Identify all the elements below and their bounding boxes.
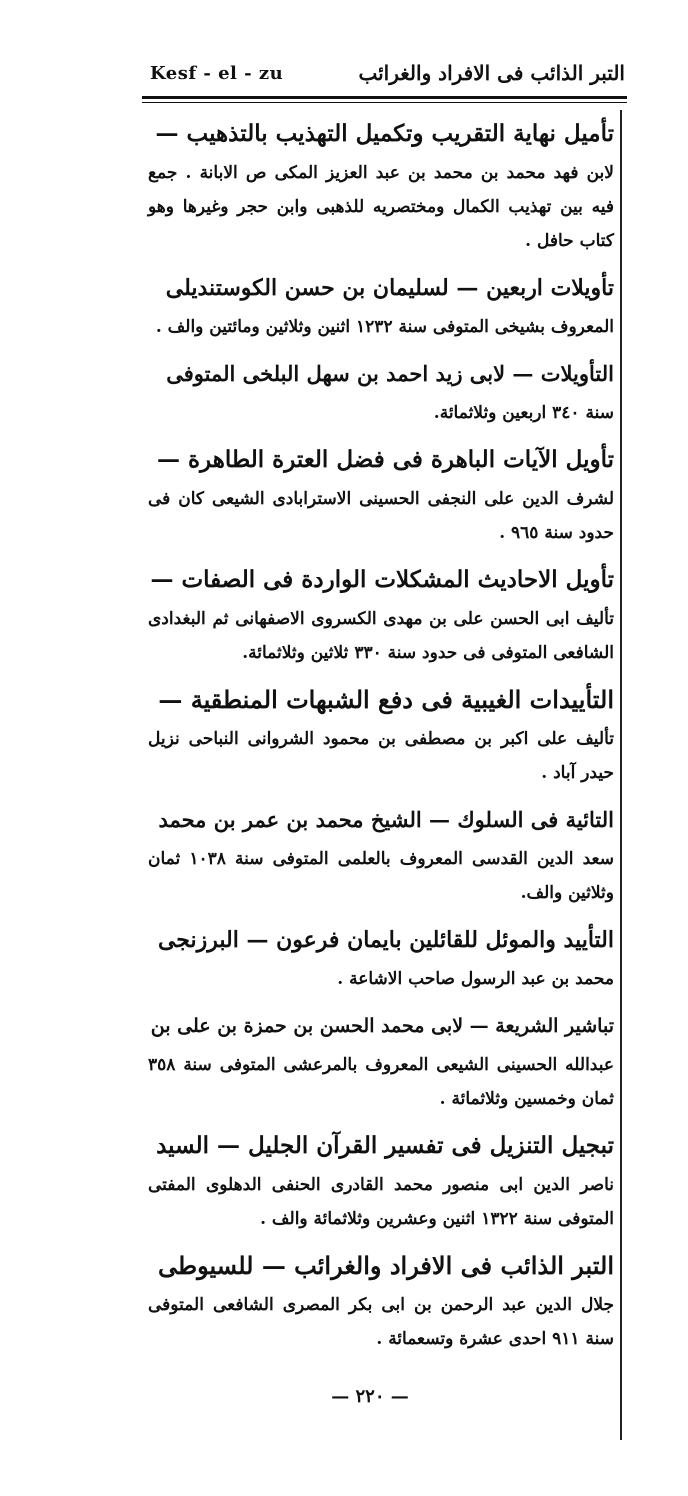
entry-title: تأويلات اربعين — لسليمان بن حسن الكوستنديلى <box>165 275 614 301</box>
entry-body: ناصر الدين ابى منصور محمد القادرى الحنفى الدهلوى المفتى المتوفى سنة ١٣٢٢ اثنين وعشرين وثلاثمائة والف . <box>148 1175 614 1229</box>
header-right-title: التبر الذائب فى الافراد والغرائب <box>358 61 625 85</box>
entry <box>148 1004 614 1116</box>
entry-body: لشرف الدين على النجفى الحسينى الاسترابادى الشيعى كان فى حدود سنة ٩٦٥ . <box>148 489 614 543</box>
entry-body: المعروف بشيخى المتوفى سنة ١٢٣٢ اثنين وثلاثين ومائتين والف . <box>155 317 614 337</box>
entry-title: تباشير الشريعة — لابى محمد الحسن بن حمزة بن على بن <box>150 1015 614 1037</box>
entry-title: تأويل الاحاديث المشكلات الواردة فى الصفات — <box>150 566 614 593</box>
entry-title: التأويلات — لابى زيد احمد بن سهل البلخى المتوفى <box>166 361 614 386</box>
margin-rule <box>620 110 622 1440</box>
entry-body: لابن فهد محمد بن محمد بن عبد العزيز المكى ص الابانة . جمع فيه بين تهذيب الكمال ومختصريه للذهبى وابن حجر وغيرها وهو كتاب حافل . <box>148 163 614 251</box>
entry-body: جلال الدين عبد الرحمن بن ابى بكر المصرى الشافعى المتوفى سنة ٩١١ احدى عشرة وتسعمائة . <box>148 1295 614 1349</box>
header-left-label: Kesf - el - zu <box>150 62 284 84</box>
entry <box>148 438 614 550</box>
entry <box>148 798 614 910</box>
entries-column <box>148 112 614 1364</box>
entry-title: تبجيل التنزيل فى تفسير القرآن الجليل — السيد <box>156 1132 614 1159</box>
entry-body: سنة ٣٤٠ اربعين وثلاثمائة. <box>433 403 614 423</box>
entry-title: التأييدات الغيبية فى دفع الشبهات المنطقية — <box>158 685 614 714</box>
entry <box>148 558 614 670</box>
entry-title: تأويل الآيات الباهرة فى فضل العترة الطاهرة — <box>156 446 614 473</box>
header-rule-thick <box>142 96 627 99</box>
entry <box>148 112 614 258</box>
entry-body: عبدالله الحسينى الشيعى المعروف بالمرعشى المتوفى سنة ٣٥٨ ثمان وخمسين وثلاثمائة . <box>148 1055 614 1109</box>
entry-title: التائية فى السلوك — الشيخ محمد بن عمر بن محمد <box>158 807 614 832</box>
entry <box>148 678 614 790</box>
entry-body: تأليف على اكبر بن مصطفى بن محمود الشروانى النباحى نزيل حيدر آباد . <box>148 729 614 783</box>
running-header <box>150 58 625 88</box>
entry-body: سعد الدين القدسى المعروف بالعلمى المتوفى سنة ١٠٣٨ ثمان وثلاثين والف. <box>148 849 614 903</box>
entry-title: التأييد والموئل للقائلين بايمان فرعون — البرزنجى <box>157 927 614 953</box>
entry-title: التبر الذائب فى الافراد والغرائب — للسيوطى <box>158 1251 614 1280</box>
entry <box>148 1244 614 1356</box>
entry-body: محمد بن عبد الرسول صاحب الاشاعة . <box>337 969 614 989</box>
page-number: — ٢٢٠ — <box>331 1386 409 1407</box>
entry <box>148 352 614 430</box>
header-rule-thin <box>142 102 627 103</box>
entry <box>148 266 614 344</box>
entry-body: تأليف ابى الحسن على بن مهدى الكسروى الاصفهانى ثم البغدادى الشافعى المتوفى فى حدود سنة ٣٣٠ ثلاثين وثلاثمائة. <box>148 609 614 663</box>
entry <box>148 918 614 996</box>
entry-title: تأميل نهاية التقريب وتكميل التهذيب بالتذهيب — <box>155 120 614 147</box>
entry <box>148 1124 614 1236</box>
